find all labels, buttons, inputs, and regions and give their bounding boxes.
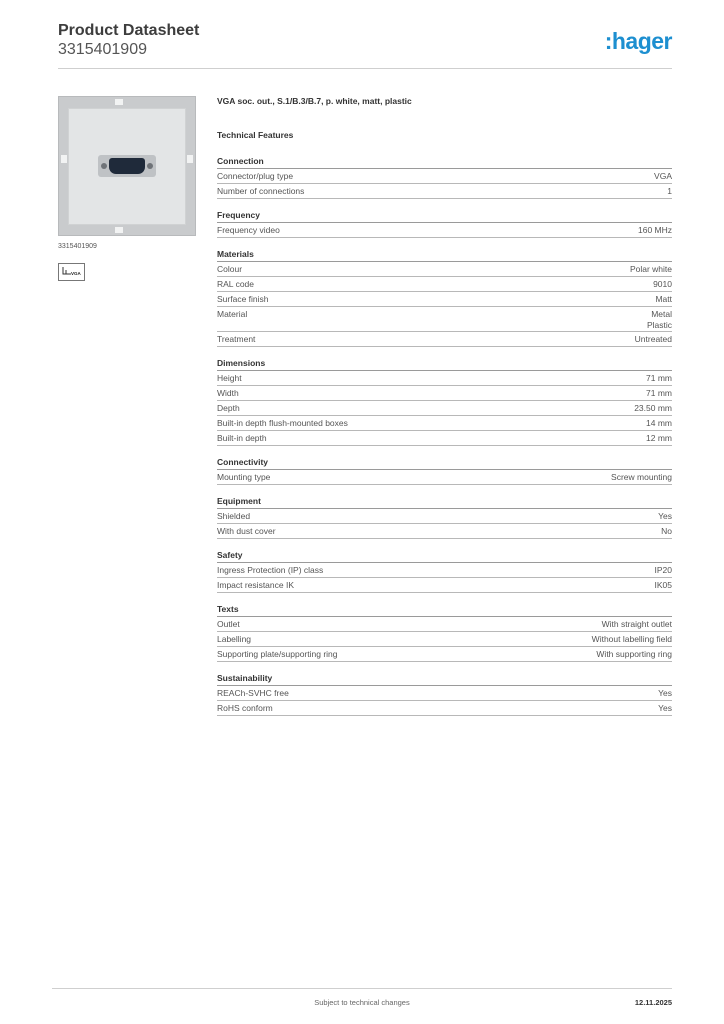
spec-section [217,209,672,238]
spec-value: 71 mm [646,388,672,398]
spec-row [217,332,672,347]
spec-row [217,524,672,539]
spec-row [217,262,672,277]
spec-row [217,563,672,578]
spec-value: VGA [654,171,672,181]
spec-value: Matt [655,294,672,304]
spec-label: Height [217,373,242,383]
spec-row [217,223,672,238]
spec-row [217,647,672,662]
page-title: Product Datasheet [58,22,200,39]
spec-value: 14 mm [646,418,672,428]
product-image [58,96,196,236]
section-title: Safety [217,549,672,563]
screw-icon [147,163,153,169]
spec-row [217,686,672,701]
spec-label: Mounting type [217,472,271,482]
spec-row [217,632,672,647]
spec-row [217,184,672,199]
spec-value: 1 [667,186,672,196]
spec-value: No [661,526,672,536]
spec-row [217,617,672,632]
spec-label: Surface finish [217,294,269,304]
cover-plate [68,108,186,225]
spec-label: Supporting plate/supporting ring [217,649,338,659]
page-header [58,22,672,68]
spec-label: Impact resistance IK [217,580,295,590]
spec-row [217,371,672,386]
spec-value: Metal Plastic [646,309,672,330]
frame-slot [115,99,123,105]
vga-socket-symbol [58,263,85,281]
spec-value: Yes [658,511,672,521]
spec-label: Treatment [217,334,256,344]
spec-row [217,416,672,431]
spec-row [217,470,672,485]
section-title: Connection [217,155,672,169]
spec-label: REACh-SVHC free [217,688,289,698]
spec-section [217,357,672,446]
spec-label: Material [217,309,248,319]
section-title: Texts [217,603,672,617]
spec-row [217,292,672,307]
frame-slot [187,155,193,163]
spec-label: Outlet [217,619,240,629]
spec-label: Shielded [217,511,251,521]
footer-date: 12.11.2025 [634,998,672,1007]
frame-slot [61,155,67,163]
product-number: 3315401909 [58,41,147,58]
spec-label: Built-in depth flush-mounted boxes [217,418,348,428]
section-title: Equipment [217,495,672,509]
spec-value: With supporting ring [596,649,672,659]
frame-slot [115,227,123,233]
spec-value: 71 mm [646,373,672,383]
spec-sections [217,155,672,716]
spec-row [217,307,672,332]
footer-divider [52,988,672,989]
hager-logo: :hager [604,28,672,54]
vga-socket-frame [98,155,156,177]
technical-features-title: Technical Features [217,130,294,140]
spec-value: With straight outlet [601,619,672,629]
image-caption: 3315401909 [58,243,97,250]
section-title: Connectivity [217,456,672,470]
spec-section [217,603,672,662]
spec-value: Without labelling field [591,634,672,644]
spec-section [217,495,672,539]
spec-label: RoHS conform [217,703,273,713]
spec-row [217,401,672,416]
section-title: Dimensions [217,357,672,371]
spec-label: Built-in depth [217,433,267,443]
spec-value: 23.50 mm [634,403,672,413]
spec-section [217,155,672,199]
spec-value: Polar white [629,264,672,274]
spec-value: Yes [658,688,672,698]
footer-note: Subject to technical changes [314,998,410,1007]
spec-value: Yes [658,703,672,713]
spec-section [217,549,672,593]
spec-value: 160 MHz [637,225,672,235]
spec-label: Depth [217,403,240,413]
spec-label: Width [217,388,239,398]
spec-label: Connector/plug type [217,171,294,181]
spec-label: Ingress Protection (IP) class [217,565,324,575]
spec-label: Number of connections [217,186,305,196]
spec-value: IK05 [654,580,672,590]
spec-row [217,701,672,716]
product-description: VGA soc. out., S.1/B.3/B.7, p. white, matt, plastic [217,96,412,106]
symbol-label: VGA [71,271,81,276]
screw-icon [101,163,107,169]
spec-value: Screw mounting [611,472,672,482]
spec-row [217,578,672,593]
spec-value: Untreated [634,334,672,344]
spec-value: IP20 [654,565,672,575]
spec-row [217,169,672,184]
spec-label: RAL code [217,279,255,289]
vga-port [109,158,145,174]
section-title: Frequency [217,209,672,223]
spec-label: Labelling [217,634,252,644]
spec-row [217,386,672,401]
spec-value: 9010 [653,279,672,289]
spec-row [217,277,672,292]
header-divider [58,68,672,69]
spec-value: 12 mm [646,433,672,443]
spec-section [217,248,672,347]
section-title: Sustainability [217,672,672,686]
spec-section [217,672,672,716]
spec-label: Colour [217,264,243,274]
spec-row [217,431,672,446]
spec-content [217,95,672,726]
spec-label: With dust cover [217,526,276,536]
spec-section [217,456,672,485]
spec-row [217,509,672,524]
spec-label: Frequency video [217,225,280,235]
section-title: Materials [217,248,672,262]
